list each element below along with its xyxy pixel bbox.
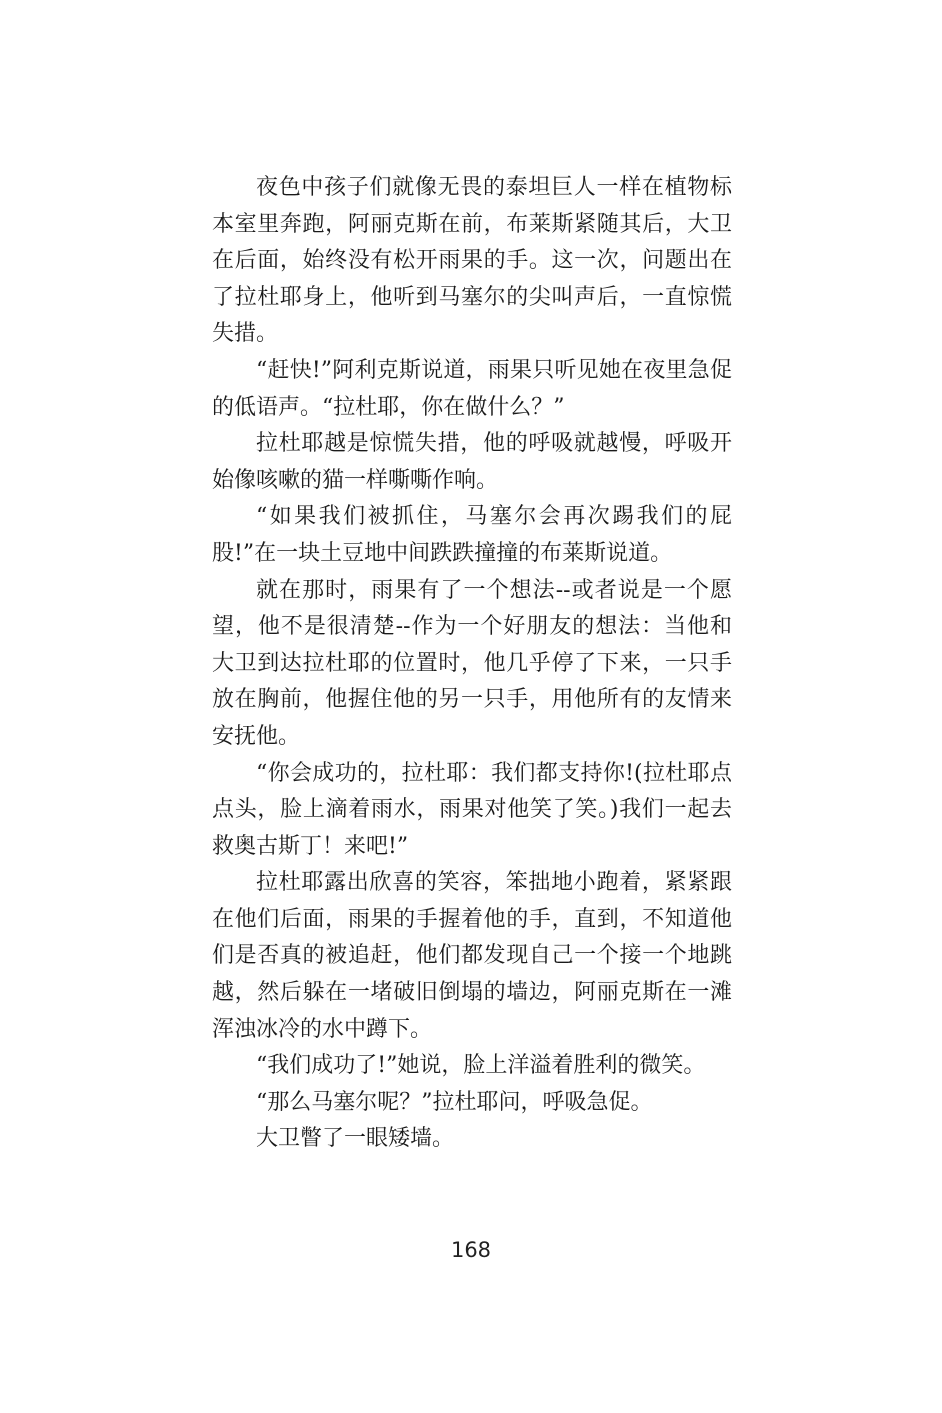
paragraph-3: 拉杜耶越是惊慌失措，他的呼吸就越慢，呼吸开始像咳嗽的猫一样嘶嘶作响。 <box>212 431 732 493</box>
paragraph-4: “如果我们被抓住，马塞尔会再次踢我们的屁股!”在一块土豆地中间跌跌撞撞的布莱斯说道。 <box>212 504 732 566</box>
paragraph-6: “你会成功的，拉杜耶：我们都支持你!(拉杜耶点点头，脸上滴着雨水，雨果对他笑了笑。)我们一起去救奥古斯丁！来吧!” <box>212 760 732 859</box>
paragraph-2: “赶快!”阿利克斯说道，雨果只听见她在夜里急促的低语声。“拉杜耶，你在做什么？” <box>212 357 732 420</box>
paragraph-7: 拉杜耶露出欣喜的笑容，笨拙地小跑着，紧紧跟在他们后面，雨果的手握着他的手，直到，不知道他们是否真的被追赶，他们都发现自己一个接一个地跳越，然后躲在一堵破旧倒塌的墙边，阿丽克斯在一滩浑浊冰冷的水中蹲下。 <box>212 870 732 1042</box>
paragraph-8: “我们成功了!”她说，脸上洋溢着胜利的微笑。 <box>256 1053 706 1079</box>
body-text <box>212 170 732 1158</box>
paragraph-10: 大卫瞥了一眼矮墙。 <box>256 1126 455 1152</box>
paragraph-9: “那么马塞尔呢？”拉杜耶问，呼吸急促。 <box>256 1089 653 1115</box>
paragraph-5: 就在那时，雨果有了一个想法--或者说是一个愿望，他不是很清楚--作为一个好朋友的想法：当他和大卫到达拉杜耶的位置时，他几乎停了下来，一只手放在胸前，他握住他的另一只手，用他所有的友情来安抚他。 <box>212 577 732 749</box>
page-number: 168 <box>450 1238 492 1262</box>
paragraph-1: 夜色中孩子们就像无畏的泰坦巨人一样在植物标本室里奔跑，阿丽克斯在前，布莱斯紧随其后，大卫在后面，始终没有松开雨果的手。这一次，问题出在了拉杜耶身上，他听到马塞尔的尖叫声后，一直惊慌失措。 <box>212 175 732 347</box>
